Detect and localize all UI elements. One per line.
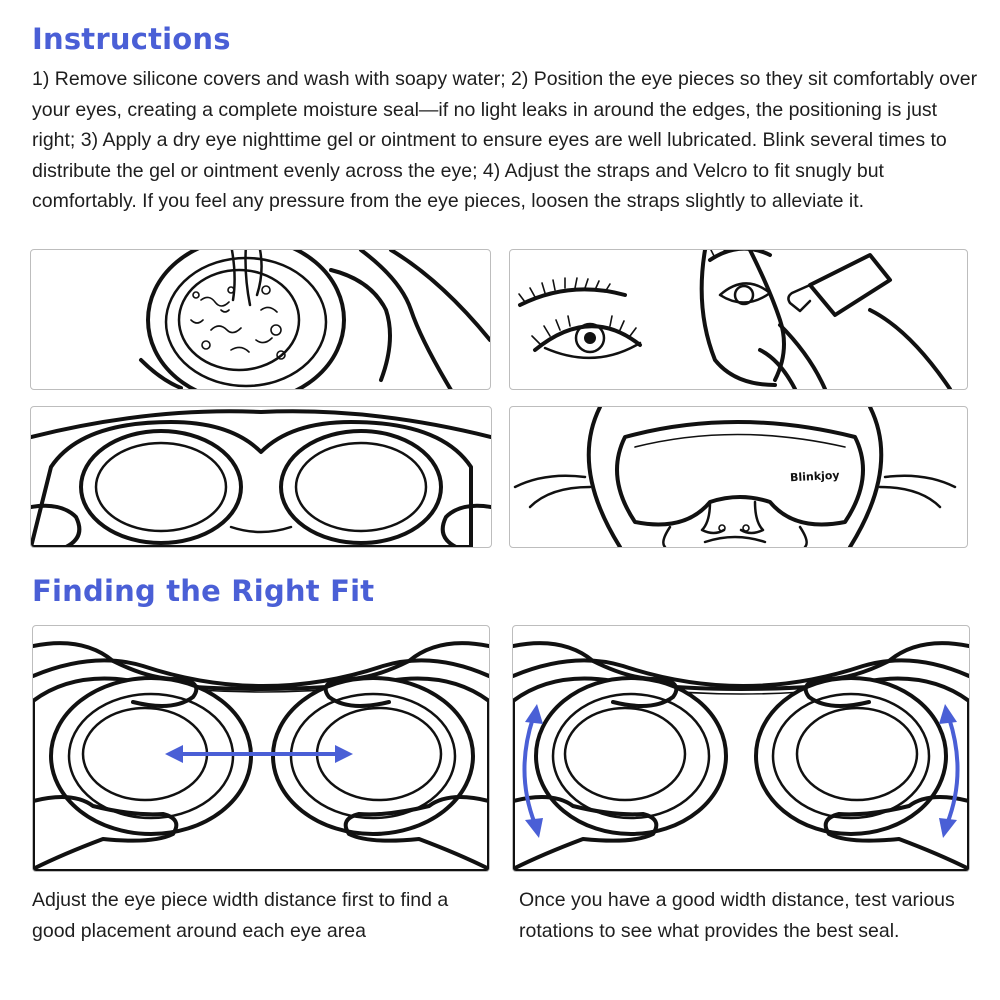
wearing-mask-illustration: [509, 406, 968, 548]
width-adjust-illustration: [32, 625, 490, 872]
instructions-heading: Instructions: [32, 22, 231, 56]
rotation-adjust-illustration: [512, 625, 970, 872]
instructions-text: 1) Remove silicone covers and wash with soapy water; 2) Position the eye pieces so they sit comfortably over your eyes, creating a complete moisture seal—if no light leaks in around the edges, the positioning is just right; 3) Apply a dry eye nighttime gel or ointment to ensure eyes are well lubricated. Blink several times to distribute the gel or ointment evenly across the eye; 4) Adjust the straps and Velcro to fit snugly but comfortably. If you feel any pressure from the eye pieces, loosen the straps slightly to alleviate it.: [32, 68, 978, 213]
wash-cover-illustration: [30, 249, 491, 390]
brand-label: Blinkjoy: [789, 468, 840, 485]
apply-gel-illustration: [509, 249, 968, 390]
rotation-caption: Once you have a good width distance, test various rotations to see what provides the best seal.: [519, 889, 955, 942]
fit-heading: Finding the Right Fit: [32, 574, 375, 608]
width-caption: Adjust the eye piece width distance first to find a good placement around each eye area: [32, 889, 449, 942]
eye-pieces-illustration: [30, 406, 492, 548]
